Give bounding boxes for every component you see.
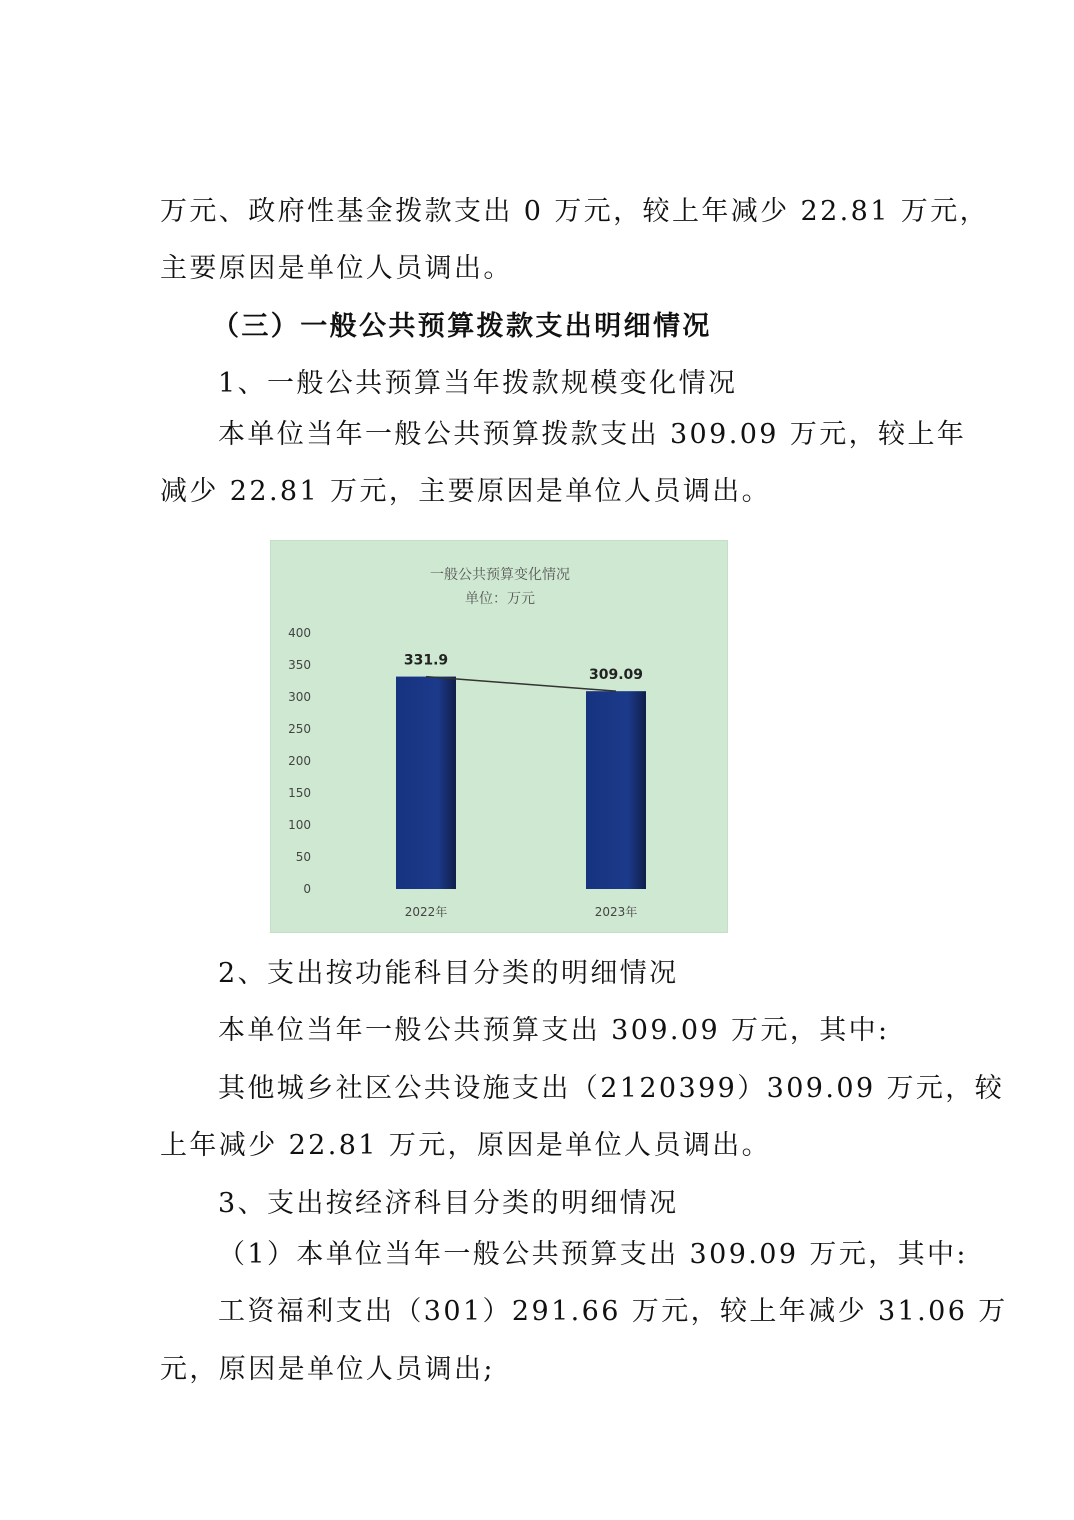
paragraph-line: 其他城乡社区公共设施支出（2120399）309.09 万元，较 [218, 1073, 1005, 1104]
y-tick-label: 400 [288, 626, 311, 640]
paragraph-line: 主要原因是单位人员调出。 [160, 253, 513, 284]
paragraph-line: （1）本单位当年一般公共预算支出 309.09 万元，其中: [218, 1239, 968, 1270]
subsection-heading: 2、支出按功能科目分类的明细情况 [218, 958, 679, 989]
chart-subtitle: 单位：万元 [465, 591, 535, 607]
x-tick-label: 2023年 [594, 905, 638, 919]
paragraph-line: 上年减少 22.81 万元，原因是单位人员调出。 [160, 1130, 772, 1161]
bars [396, 677, 646, 889]
x-tick-label: 2022年 [404, 905, 448, 919]
subsection-heading: 1、一般公共预算当年拨款规模变化情况 [218, 368, 738, 399]
subsection-heading: 3、支出按经济科目分类的明细情况 [218, 1188, 679, 1219]
y-axis-ticks [288, 626, 311, 896]
y-tick-label: 250 [288, 722, 311, 736]
x-axis-ticks [405, 904, 638, 919]
y-tick-label: 350 [288, 658, 311, 672]
paragraph-line: 元，原因是单位人员调出; [160, 1354, 495, 1385]
y-tick-label: 100 [288, 818, 311, 832]
paragraph-line: 本单位当年一般公共预算拨款支出 309.09 万元，较上年 [218, 419, 967, 450]
paragraph-line: 工资福利支出（301）291.66 万元，较上年减少 31.06 万 [218, 1296, 1008, 1327]
y-tick-label: 150 [288, 786, 311, 800]
section-heading: （三）一般公共预算拨款支出明细情况 [212, 311, 712, 342]
chart-title: 一般公共预算变化情况 [430, 567, 570, 583]
data-label: 331.9 [403, 652, 449, 669]
chart-canvas [271, 541, 729, 934]
y-tick-label: 200 [288, 754, 311, 768]
y-tick-label: 50 [295, 850, 311, 864]
bar [586, 691, 646, 889]
y-tick-label: 0 [303, 882, 311, 896]
paragraph-line: 减少 22.81 万元，主要原因是单位人员调出。 [160, 476, 772, 507]
paragraph-line: 本单位当年一般公共预算支出 309.09 万元，其中: [218, 1015, 890, 1046]
data-label: 309.09 [588, 667, 644, 684]
y-tick-label: 300 [288, 690, 311, 704]
paragraph-line: 万元、政府性基金拨款支出 0 万元，较上年减少 22.81 万元， [160, 196, 990, 227]
budget-chart [270, 540, 728, 933]
bar [396, 677, 456, 889]
